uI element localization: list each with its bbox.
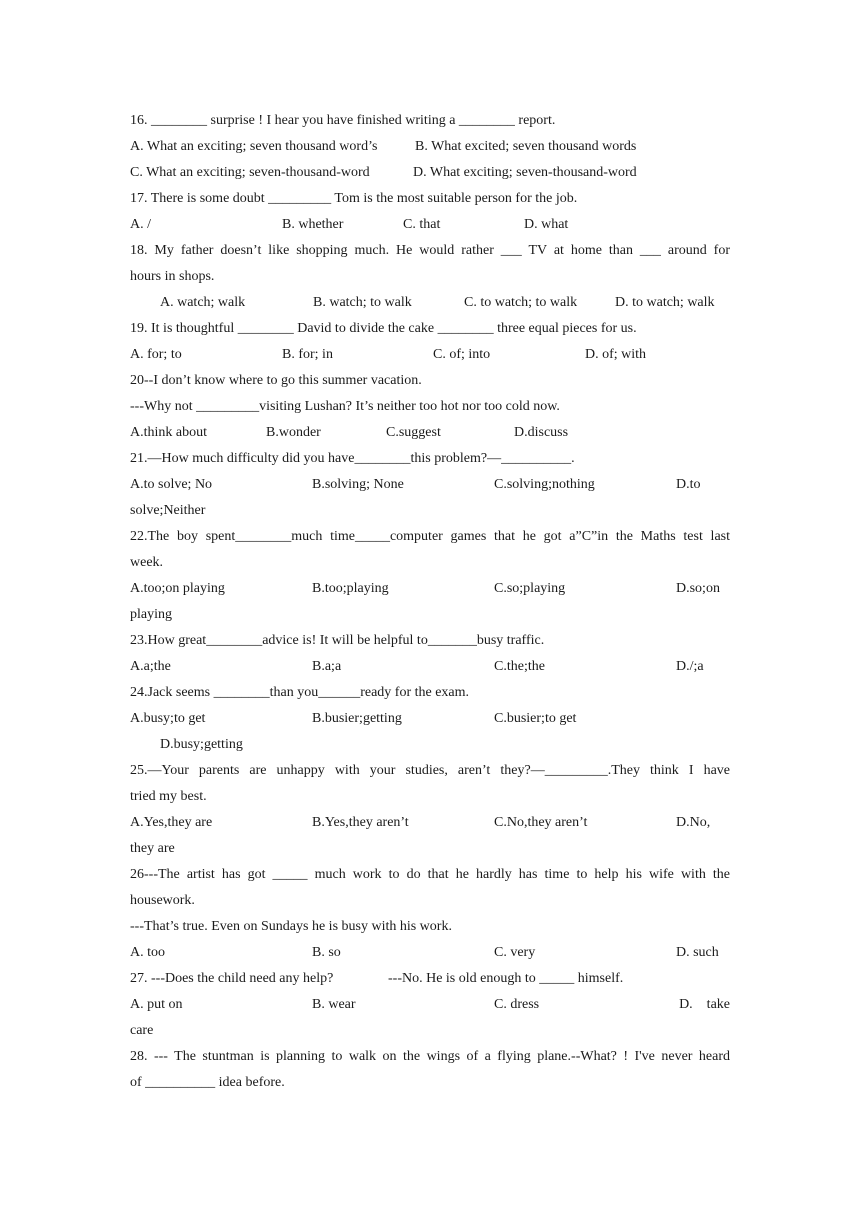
question-27-question: 27. ---Does the child need any help? [130, 971, 334, 986]
question-26-stem: 26---The artist has got _____ much work to do that he hardly has time to help his wife with the [130, 867, 730, 882]
option-c: C. to watch; to walk [464, 295, 578, 310]
question-25-stem: 25.—Your parents are unhappy with your studies, aren’t they?—_________.They think I have [130, 763, 730, 778]
option-b: B. What excited; seven thousand words [415, 139, 637, 154]
option-d: D.so;on [676, 581, 720, 596]
question-22-options [130, 576, 730, 602]
question-27-stem [130, 966, 730, 992]
option-a: A. What an exciting; seven thousand word’s [130, 139, 378, 154]
option-b: B.Yes,they aren’t [312, 815, 409, 830]
question-19-stem: 19. It is thoughtful ________ David to divide the cake ________ three equal pieces for us. [130, 321, 637, 336]
option-b: B. wear [312, 997, 356, 1012]
question-16-options-row-2 [130, 160, 730, 186]
question-26-stem-cont: housework. [130, 893, 195, 908]
question-21-stem: 21.—How much difficulty did you have________this problem?—__________. [130, 451, 575, 466]
question-22-options-wrap: playing [130, 607, 172, 622]
question-18-stem-cont: hours in shops. [130, 269, 215, 284]
option-b: B. for; in [282, 347, 333, 362]
option-a: A. for; to [130, 347, 182, 362]
option-d: D.No, [676, 815, 711, 830]
question-24-stem: 24.Jack seems ________than you______ready for the exam. [130, 685, 470, 700]
option-a: A.too;on playing [130, 581, 225, 596]
option-c: C.suggest [386, 425, 441, 440]
question-18-options [130, 290, 730, 316]
option-c: C.busier;to get [494, 711, 577, 726]
option-a: A.a;the [130, 659, 171, 674]
question-24-options [130, 706, 730, 732]
option-c: C.solving;nothing [494, 477, 595, 492]
question-20-stem: 20--I don’t know where to go this summer vacation. [130, 373, 422, 388]
question-list [130, 108, 730, 1096]
question-18-stem: 18. My father doesn’t like shopping much. He would rather ___ TV at home than ___ around for [130, 243, 730, 258]
option-c: C. that [403, 217, 441, 232]
question-27-options-wrap: care [130, 1023, 154, 1038]
option-d: D. What exciting; seven-thousand-word [413, 165, 637, 180]
option-b: B. whether [282, 217, 344, 232]
question-26-options [130, 940, 730, 966]
option-a: A. watch; walk [160, 295, 246, 310]
option-a: A. too [130, 945, 165, 960]
option-c: C. What an exciting; seven-thousand-word [130, 165, 370, 180]
option-d: D./;a [676, 659, 704, 674]
question-20-options [130, 420, 730, 446]
question-26-reply: ---That’s true. Even on Sundays he is busy with his work. [130, 919, 452, 934]
option-d: D.to [676, 477, 701, 492]
question-16-options-row-1 [130, 134, 730, 160]
question-22-stem-cont: week. [130, 555, 164, 570]
question-17-options [130, 212, 730, 238]
option-c: C.so;playing [494, 581, 566, 596]
option-c: C. very [494, 945, 536, 960]
question-27-reply: ---No. He is old enough to _____ himself. [388, 971, 624, 986]
option-c: C.No,they aren’t [494, 815, 588, 830]
option-d: D. of; with [585, 347, 647, 362]
option-a: A.think about [130, 425, 207, 440]
option-d: D. take [679, 997, 730, 1012]
question-23-options [130, 654, 730, 680]
option-b: B.wonder [266, 425, 321, 440]
question-22-stem: 22.The boy spent________much time_____computer games that he got a”C”in the Maths test last [130, 529, 730, 544]
option-a: A.Yes,they are [130, 815, 213, 830]
question-23-stem: 23.How great________advice is! It will be helpful to_______busy traffic. [130, 633, 545, 648]
question-25-options [130, 810, 730, 836]
question-28-stem: 28. --- The stuntman is planning to walk on the wings of a flying plane.--What? ! I've never heard [130, 1049, 730, 1064]
option-d: D.discuss [514, 425, 569, 440]
question-27-options [130, 992, 730, 1018]
option-b: B.solving; None [312, 477, 404, 492]
option-c: C. of; into [433, 347, 491, 362]
question-17-stem: 17. There is some doubt _________ Tom is the most suitable person for the job. [130, 191, 578, 206]
question-28-stem-cont: of __________ idea before. [130, 1075, 285, 1090]
option-b: B.a;a [312, 659, 342, 674]
option-d: D. such [676, 945, 719, 960]
question-20-stem-cont: ---Why not _________visiting Lushan? It’s neither too hot nor too cold now. [130, 399, 560, 414]
option-c: C.the;the [494, 659, 545, 674]
option-b: B.too;playing [312, 581, 389, 596]
question-21-options [130, 472, 730, 498]
option-a: A. / [130, 217, 151, 232]
option-d: D. what [524, 217, 569, 232]
question-21-options-wrap: solve;Neither [130, 503, 206, 518]
option-a: A.to solve; No [130, 477, 213, 492]
option-c: C. dress [494, 997, 540, 1012]
question-25-stem-cont: tried my best. [130, 789, 207, 804]
question-25-options-wrap: they are [130, 841, 175, 856]
option-d: D. to watch; walk [615, 295, 715, 310]
question-16-stem: 16. ________ surprise ! I hear you have finished writing a ________ report. [130, 113, 556, 128]
option-b: B.busier;getting [312, 711, 402, 726]
option-a: A. put on [130, 997, 183, 1012]
question-24-option-d: D.busy;getting [160, 737, 243, 752]
option-a: A.busy;to get [130, 711, 206, 726]
option-b: B. watch; to walk [313, 295, 412, 310]
option-b: B. so [312, 945, 341, 960]
question-19-options [130, 342, 730, 368]
